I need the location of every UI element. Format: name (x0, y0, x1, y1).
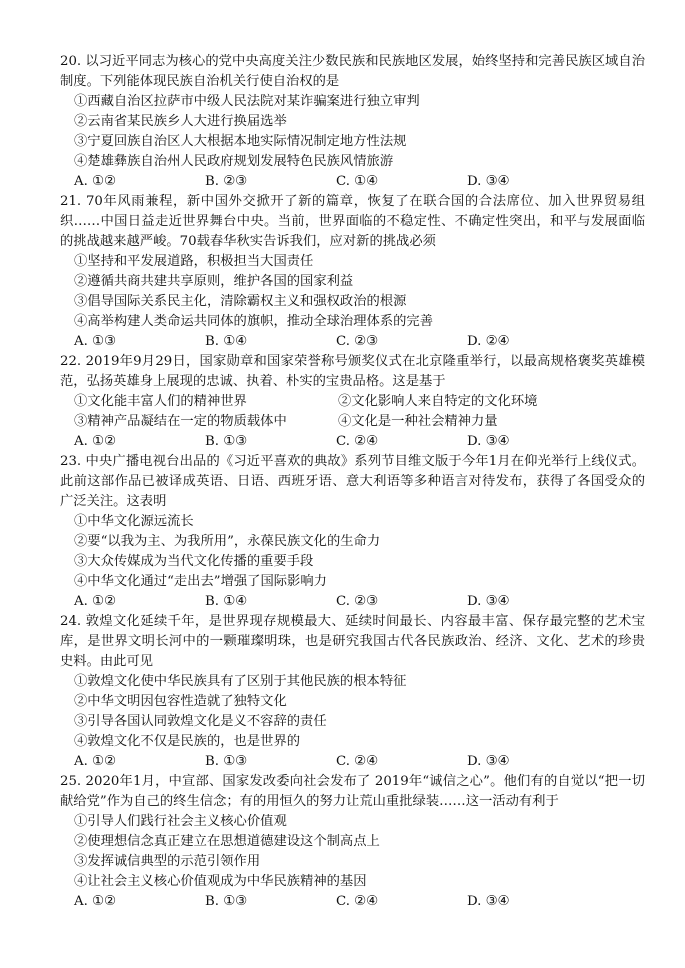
question-20 (60, 52, 645, 192)
option-4: ④楚雄彝族自治州人民政府规划发展特色民族风情旅游 (74, 154, 394, 169)
question-24 (60, 612, 645, 772)
answer-b[interactable]: B. ①④ (205, 594, 248, 609)
question-21 (60, 192, 645, 352)
answer-choices (60, 332, 645, 352)
answer-c[interactable]: C. ①④ (336, 174, 378, 189)
option-4: ④让社会主义核心价值观成为中华民族精神的基因 (74, 874, 367, 889)
answer-d[interactable]: D. ③④ (467, 594, 510, 609)
question-23 (60, 452, 645, 612)
option-2: ②使理想信念真正建立在思想道德建设这个制高点上 (74, 834, 380, 849)
answer-choices (60, 752, 645, 772)
answer-c[interactable]: C. ②④ (336, 754, 378, 769)
answer-choices (60, 892, 645, 912)
question-stem: 21. 70年风雨兼程，新中国外交掀开了新的篇章，恢复了在联合国的合法席位、加入世界贸易组织……中国日益走近世界舞台中央。当前，世界面临的不稳定性、不确定性突出，和平与发展面临的挑战越来越严峻。70载春华秋实告诉我们，应对新的挑战必须 (60, 194, 645, 249)
answer-c[interactable]: C. ②④ (336, 894, 378, 909)
question-stem: 22. 2019年9月29日，国家勋章和国家荣誉称号颁奖仪式在北京隆重举行，以最高规格褒奖英雄模范，弘扬英雄身上展现的忠诚、执着、朴实的宝贵品格。这是基于 (60, 354, 645, 389)
option-4: ④文化是一种社会精神力量 (338, 414, 498, 429)
answer-d[interactable]: D. ③④ (467, 754, 510, 769)
answer-a[interactable]: A. ①② (74, 754, 116, 769)
option-1: ①引导人们践行社会主义核心价值观 (74, 814, 287, 829)
option-3: ③精神产品凝结在一定的物质载体中 (74, 414, 287, 429)
option-2: ②中华文明因包容性造就了独特文化 (74, 694, 287, 709)
option-1: ①坚持和平发展道路，积极担当大国责任 (74, 254, 314, 269)
answer-b[interactable]: B. ②③ (205, 174, 248, 189)
option-3: ③宁夏回族自治区人大根据本地实际情况制定地方性法规 (74, 134, 407, 149)
answer-b[interactable]: B. ①④ (205, 334, 248, 349)
answer-b[interactable]: B. ①③ (205, 754, 248, 769)
option-4: ④中华文化通过“走出去”增强了国际影响力 (74, 574, 327, 589)
answer-choices (60, 592, 645, 612)
option-2: ②要“以我为主、为我所用”，永葆民族文化的生命力 (74, 534, 381, 549)
answer-b[interactable]: B. ①③ (205, 434, 248, 449)
answer-d[interactable]: D. ②④ (467, 334, 510, 349)
question-22 (60, 352, 645, 452)
option-1: ①文化能丰富人们的精神世界 (74, 394, 247, 409)
question-stem: 23. 中央广播电视台出品的《习近平喜欢的典故》系列节目维文版于今年1月在仰光举行上线仪式。此前这部作品已被译成英语、日语、西班牙语、意大利语等多种语言对待发布，获得了各国受众的广泛关注。这表明 (60, 454, 645, 509)
option-row (60, 412, 645, 432)
option-2: ②云南省某民族乡人大进行换届选举 (74, 114, 287, 129)
answer-d[interactable]: D. ③④ (467, 174, 510, 189)
option-row (60, 392, 645, 412)
answer-a[interactable]: A. ①③ (74, 334, 116, 349)
question-stem: 24. 敦煌文化延续千年，是世界现存规模最大、延续时间最长、内容最丰富、保存最完整的艺术宝库，是世界文明长河中的一颗璀璨明珠，也是研究我国古代各民族政治、经济、文化、艺术的珍贵史料。由此可见 (60, 614, 645, 669)
option-3: ③引导各国认同敦煌文化是义不容辞的责任 (74, 714, 327, 729)
option-3: ③倡导国际关系民主化，清除霸权主义和强权政治的根源 (74, 294, 407, 309)
answer-choices (60, 172, 645, 192)
answer-d[interactable]: D. ③④ (467, 894, 510, 909)
option-2: ②遵循共商共建共享原则，维护各国的国家利益 (74, 274, 354, 289)
answer-a[interactable]: A. ①② (74, 894, 116, 909)
answer-choices (60, 432, 645, 452)
option-1: ①中华文化源远流长 (74, 514, 194, 529)
question-25 (60, 772, 645, 912)
answer-a[interactable]: A. ①② (74, 594, 116, 609)
option-4: ④高举构建人类命运共同体的旗帜，推动全球治理体系的完善 (74, 314, 434, 329)
option-1: ①西藏自治区拉萨市中级人民法院对某诈骗案进行独立审判 (74, 94, 420, 109)
option-3: ③大众传媒成为当代文化传播的重要手段 (74, 554, 314, 569)
answer-a[interactable]: A. ①② (74, 174, 116, 189)
answer-c[interactable]: C. ②④ (336, 434, 378, 449)
answer-c[interactable]: C. ②③ (336, 334, 378, 349)
answer-d[interactable]: D. ③④ (467, 434, 510, 449)
question-stem: 25. 2020年1月，中宣部、国家发改委向社会发布了 2019年“诚信之心”。他们有的自觉以“把一切献给党”作为自己的终生信念；有的用恒久的努力让荒山重批绿装……这一活动有利于 (60, 774, 645, 809)
option-2: ②文化影响人来自特定的文化环境 (338, 394, 538, 409)
answer-b[interactable]: B. ①③ (205, 894, 248, 909)
answer-c[interactable]: C. ②③ (336, 594, 378, 609)
question-stem: 20. 以习近平同志为核心的党中央高度关注少数民族和民族地区发展，始终坚持和完善民族区域自治制度。下列能体现民族自治机关行使自治权的是 (60, 54, 645, 89)
option-4: ④敦煌文化不仅是民族的，也是世界的 (74, 734, 301, 749)
answer-a[interactable]: A. ①② (74, 434, 116, 449)
option-1: ①敦煌文化使中华民族具有了区别于其他民族的根本特征 (74, 674, 407, 689)
option-3: ③发挥诚信典型的示范引领作用 (74, 854, 261, 869)
